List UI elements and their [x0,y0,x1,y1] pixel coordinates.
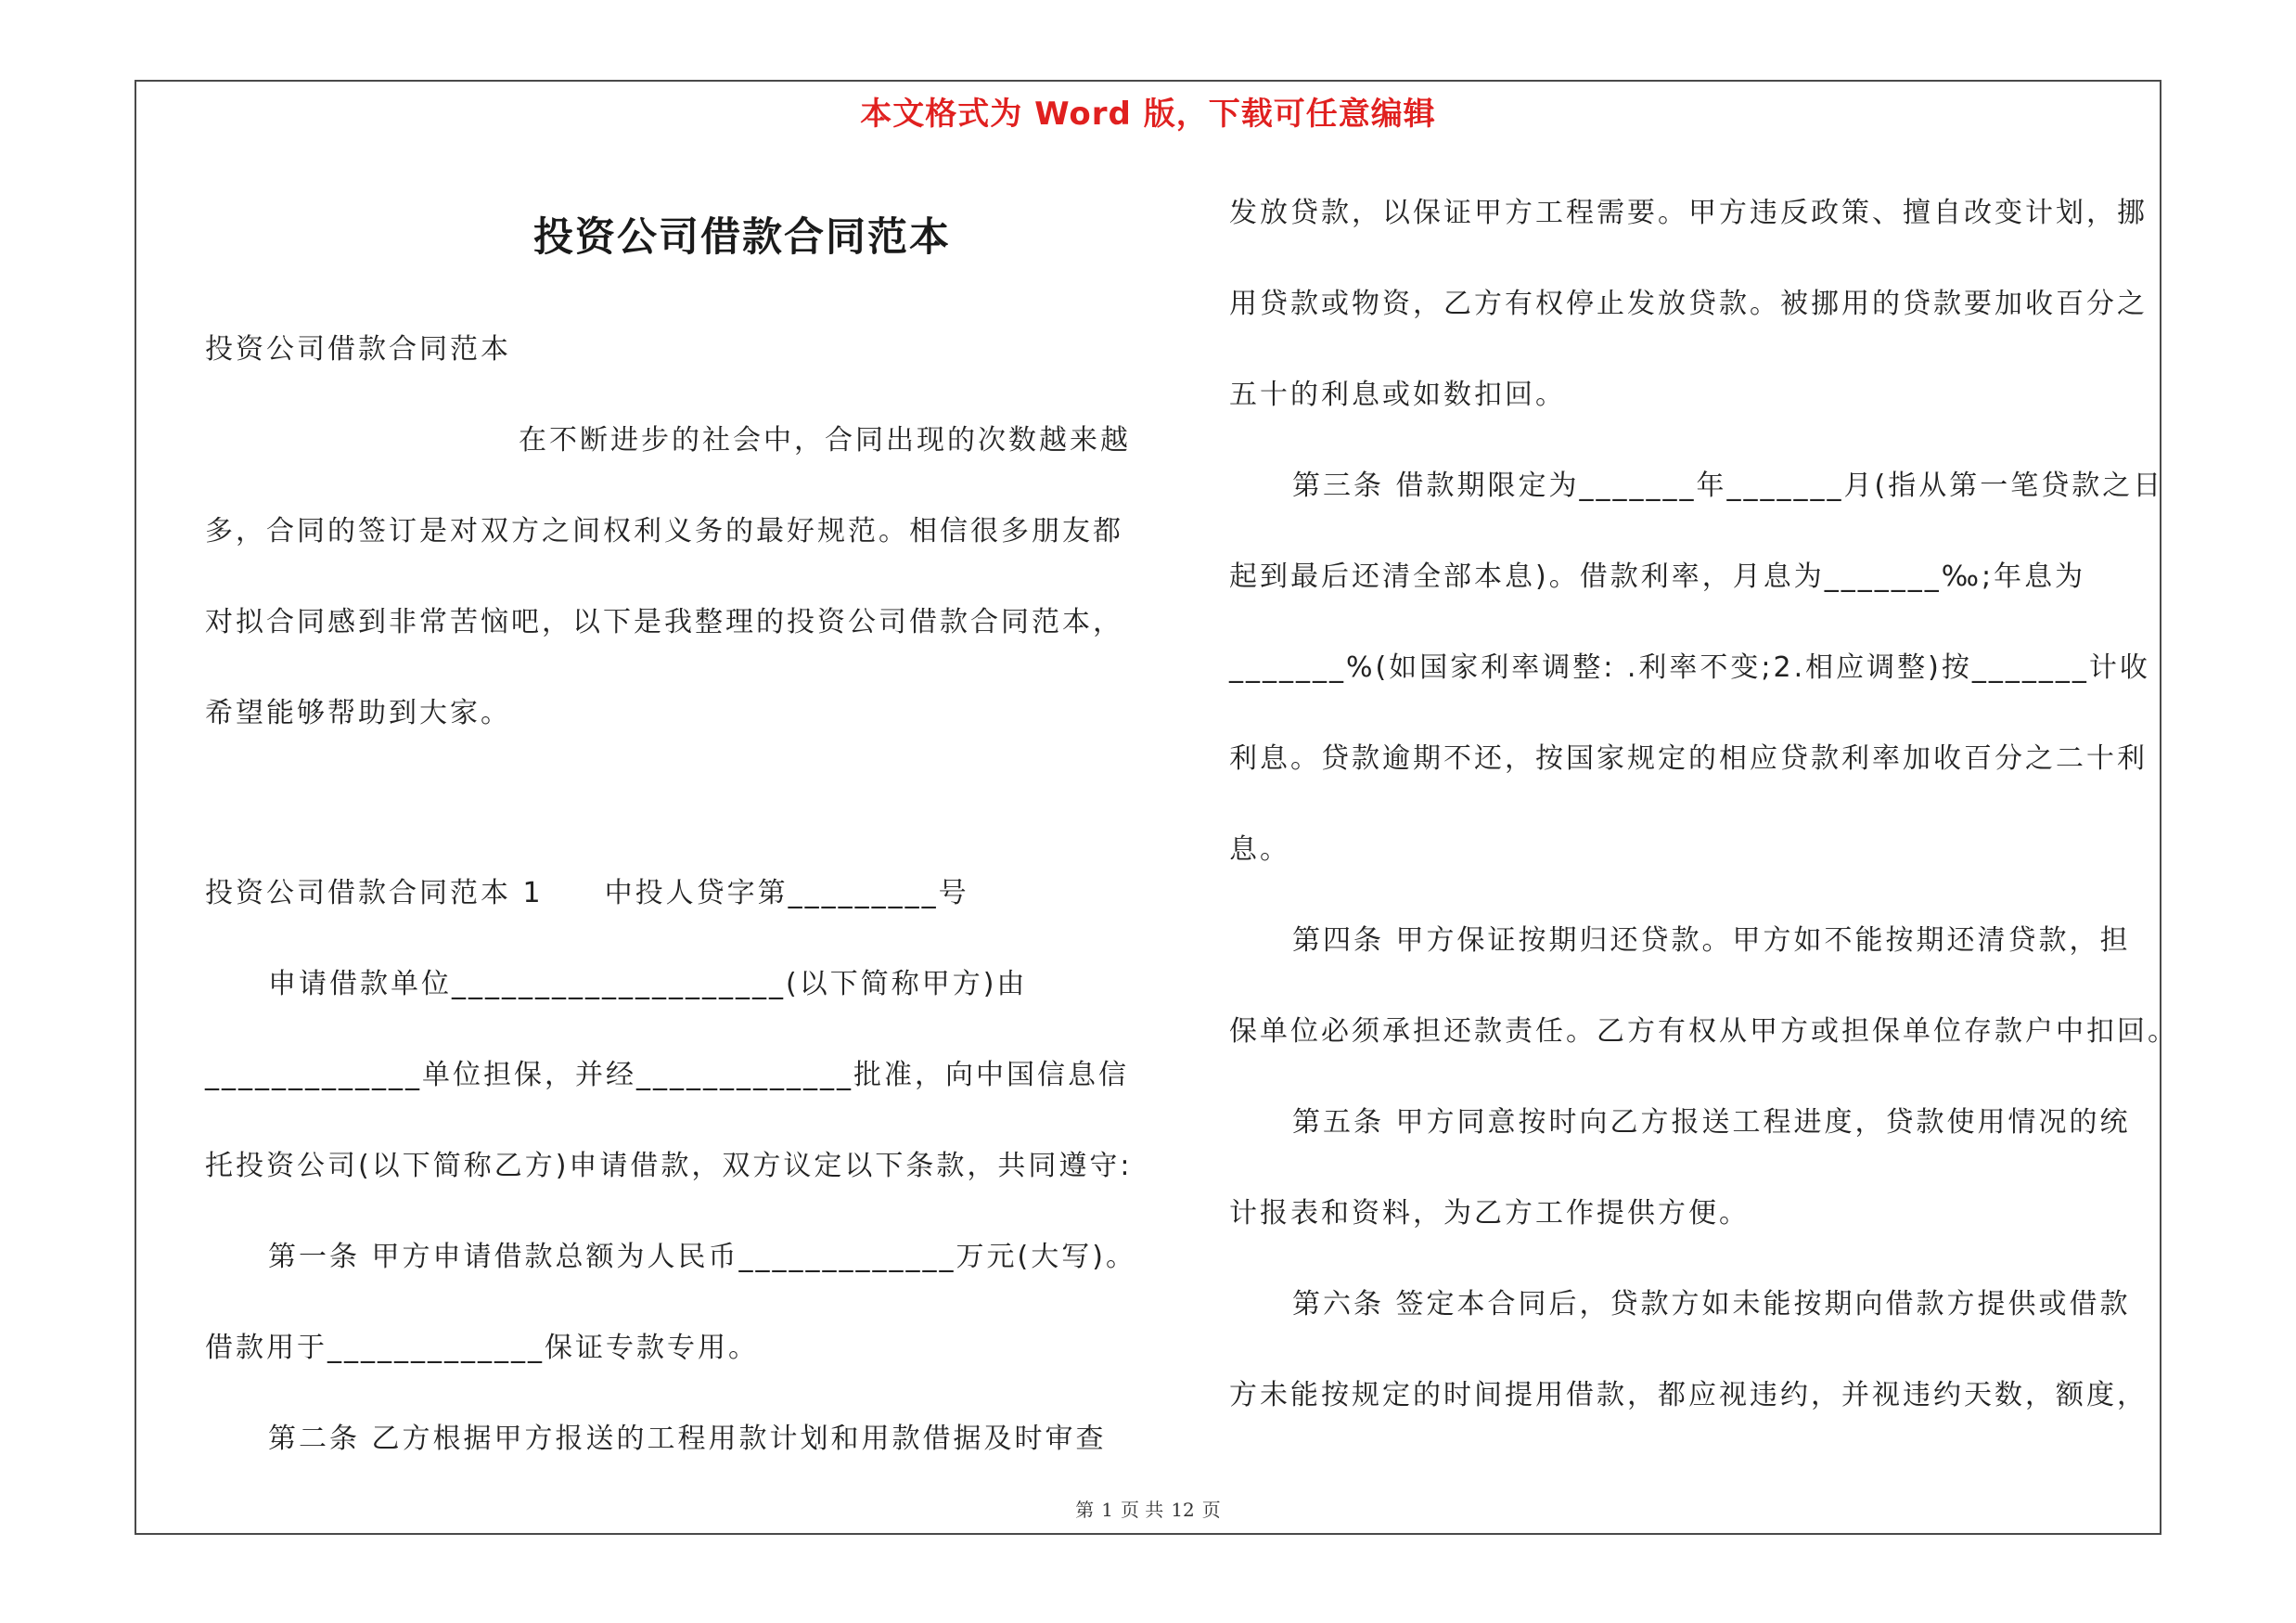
document-title: 投资公司借款合同范本 [533,214,951,261]
paragraph-line: _______%(如国家利率调整: .利率不变;2.相应调整)按_______计收 [1229,651,2150,684]
paragraph-line: 保单位必须承担还款责任。乙方有权从甲方或担保单位存款户中扣回。 [1229,1015,2178,1048]
paragraph-line: 计报表和资料，为乙方工作提供方便。 [1229,1197,1750,1230]
article-line: 第二条 乙方根据甲方报送的工程用款计划和用款借据及时审查 [268,1423,1107,1455]
paragraph-line: 多，合同的签订是对双方之间权利义务的最好规范。相信很多朋友都 [205,515,1123,547]
article-line: 第三条 借款期限定为_______年_______月(指从第一笔贷款之日 [1292,470,2164,502]
paragraph-line: 借款用于_____________保证专款专用。 [205,1332,759,1364]
article-line: 第五条 甲方同意按时向乙方报送工程进度，贷款使用情况的统 [1292,1106,2131,1139]
page-number-footer [0,1495,2296,1522]
paragraph-line: 用贷款或物资，乙方有权停止发放贷款。被挪用的贷款要加收百分之 [1229,288,2148,320]
page-suffix: 页 [1201,1499,1221,1521]
article-line: 第四条 甲方保证按期归还贷款。甲方如不能按期还清贷款，担 [1292,924,2131,957]
paragraph-line: 对拟合同感到非常苦恼吧，以下是我整理的投资公司借款合同范本， [205,606,1123,638]
page-prefix: 第 [1075,1499,1095,1521]
paragraph-line: 希望能够帮助到大家。 [205,697,511,729]
current-page-number: 1 [1101,1499,1113,1521]
banner-text: 本文格式为 Word 版，下载可任意编辑 [860,96,1436,133]
article-line: 第六条 签定本合同后，贷款方如未能按期向借款方提供或借款 [1292,1288,2131,1320]
editable-format-banner [0,88,2296,134]
paragraph-line: 利息。贷款逾期不还，按国家规定的相应贷款利率加收百分之二十利 [1229,742,2148,775]
paragraph-line: 在不断进步的社会中，合同出现的次数越来越 [519,424,1131,457]
paragraph-line: 发放贷款，以保证甲方工程需要。甲方违反政策、擅自改变计划，挪 [1229,197,2148,229]
subtitle-line: 投资公司借款合同范本 [205,333,511,366]
paragraph-line: 托投资公司(以下简称乙方)申请借款，双方议定以下条款，共同遵守: [205,1150,1133,1182]
article-line: 第一条 甲方申请借款总额为人民币_____________万元(大写)。 [268,1241,1136,1273]
paragraph-line: _____________单位担保，并经_____________批准，向中国信息信 [205,1059,1129,1091]
page-middle: 页 共 [1120,1499,1164,1521]
paragraph-line: 五十的利息或如数扣回。 [1229,379,1566,411]
total-pages-number: 12 [1171,1499,1195,1521]
contract-heading-line: 投资公司借款合同范本 1 中投人贷字第_________号 [205,877,969,909]
paragraph-line: 息。 [1229,833,1290,866]
paragraph-line: 起到最后还清全部本息)。借款利率，月息为_______‰;年息为 [1229,560,2086,593]
paragraph-line: 申请借款单位____________________(以下简称甲方)由 [268,968,1028,1000]
paragraph-line: 方未能按规定的时间提用借款，都应视违约，并视违约天数，额度， [1229,1379,2148,1411]
